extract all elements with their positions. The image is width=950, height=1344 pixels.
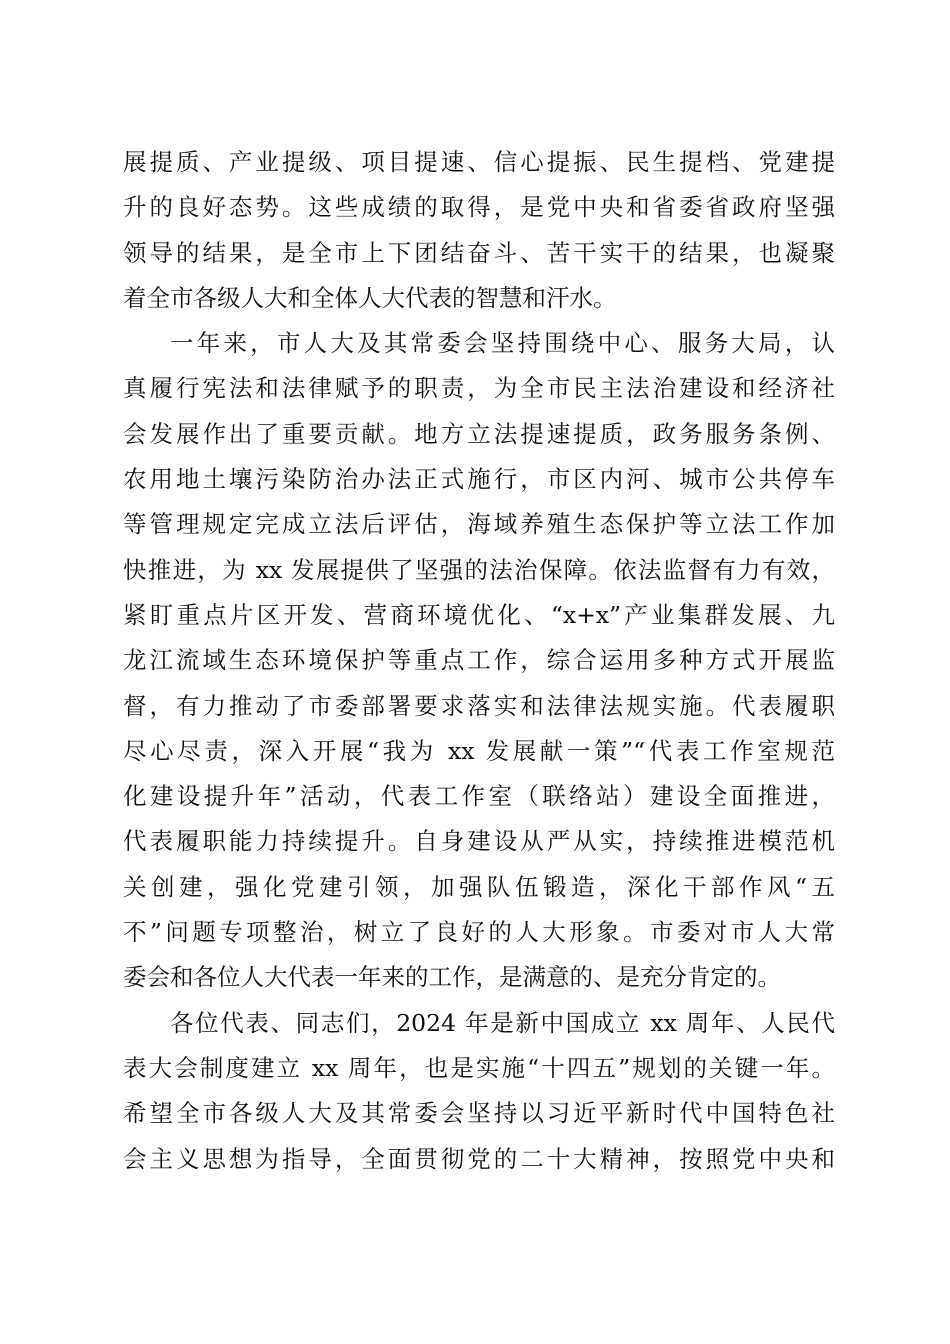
text-line: 一年来，市人大及其常委会坚持围绕中心、服务大局，认 xyxy=(170,329,835,358)
text-line: 农用地土壤污染防治办法正式施行，市区内河、城市公共停车 xyxy=(123,465,835,494)
text-line: 快推进，为 xx 发展提供了坚强的法治保障。依法监督有力有效， xyxy=(123,555,835,584)
document-body xyxy=(123,140,835,1182)
paragraph-2 xyxy=(123,321,835,1000)
text-line: 关创建，强化党建引领，加强队伍锻造，深化干部作风“五 xyxy=(123,872,835,901)
text-line: 展提质、产业提级、项目提速、信心提振、民生提档、党建提 xyxy=(123,148,835,176)
text-line: 督，有力推动了市委部署要求落实和法律法规实施。代表履职 xyxy=(123,691,835,720)
text-line: 代表履职能力持续提升。自身建设从严从实，持续推进模范机 xyxy=(123,827,835,856)
text-line: 会主义思想为指导，全面贯彻党的二十大精神，按照党中央和 xyxy=(123,1144,835,1173)
text-line: 表大会制度建立 xx 周年，也是实施“十四五”规划的关键一年。 xyxy=(123,1053,835,1082)
text-line: 真履行宪法和法律赋予的职责，为全市民主法治建设和经济社 xyxy=(123,374,835,403)
text-line: 领导的结果，是全市上下团结奋斗、苦干实干的结果，也凝聚 xyxy=(123,238,835,267)
text-line: 各位代表、同志们，2024 年是新中国成立 xx 周年、人民代 xyxy=(170,1008,835,1037)
text-line: 着全市各级人大和全体人大代表的智慧和汗水。 xyxy=(123,283,617,312)
text-line: 龙江流域生态环境保护等重点工作，综合运用多种方式开展监 xyxy=(123,646,835,675)
text-line: 希望全市各级人大及其常委会坚持以习近平新时代中国特色社 xyxy=(123,1099,835,1128)
text-line: 升的良好态势。这些成绩的取得，是党中央和省委省政府坚强 xyxy=(123,193,835,222)
paragraph-3 xyxy=(123,1001,835,1182)
text-line: 化建设提升年”活动，代表工作室（联络站）建设全面推进， xyxy=(123,782,835,811)
text-line: 尽心尽责，深入开展“我为 xx 发展献一策”“代表工作室规范 xyxy=(123,736,835,765)
text-line: 不”问题专项整治，树立了良好的人大形象。市委对市人大常 xyxy=(123,918,835,947)
text-line: 委会和各位人大代表一年来的工作，是满意的、是充分肯定的。 xyxy=(123,963,781,992)
text-line: 紧盯重点片区开发、营商环境优化、“x+x”产业集群发展、九 xyxy=(123,600,835,629)
paragraph-1 xyxy=(123,140,835,321)
text-line: 会发展作出了重要贡献。地方立法提速提质，政务服务条例、 xyxy=(123,419,835,448)
text-line: 等管理规定完成立法后评估，海域养殖生态保护等立法工作加 xyxy=(123,510,835,539)
